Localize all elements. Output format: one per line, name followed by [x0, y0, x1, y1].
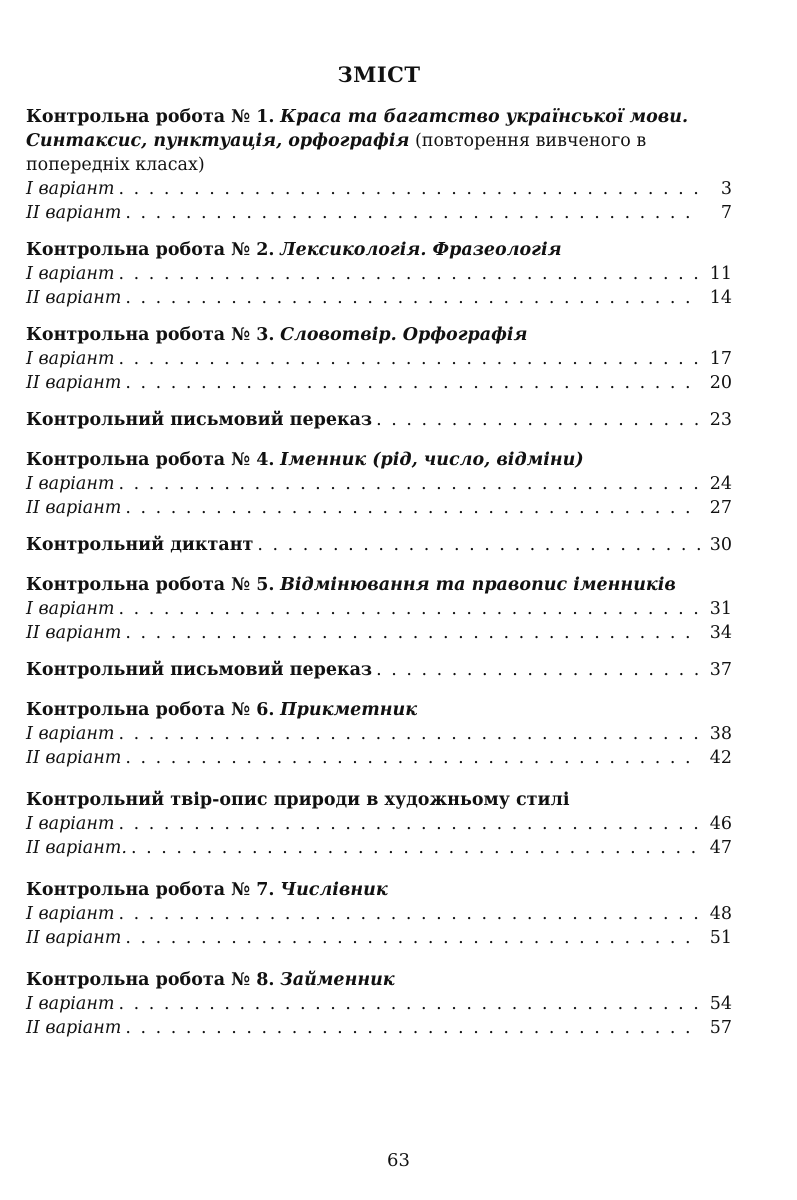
leader-dots [125, 1016, 700, 1040]
section-heading [26, 238, 732, 262]
page-ref: 57 [709, 1018, 732, 1038]
toc-section-kr8 [26, 968, 732, 1040]
toc-section-tvir [26, 788, 732, 860]
section-heading [26, 878, 732, 902]
leader-dots [131, 836, 700, 860]
section-heading [26, 698, 732, 722]
page-ref: 47 [709, 838, 732, 858]
page-number: 63 [387, 1150, 410, 1171]
section-topic: Іменник (рід, число, відміни) [280, 450, 584, 470]
entry-label: ІІ варіант [26, 623, 122, 643]
toc-section-kr4 [26, 448, 732, 520]
entry-label: ІІ варіант [26, 1018, 122, 1038]
section-lead: Контрольна робота № 7. [26, 880, 275, 900]
page-ref: 27 [709, 498, 732, 518]
entry-label: ІІ варіант [26, 373, 122, 393]
section-topic: Прикметник [280, 700, 418, 720]
toc-entry-perekaz-1[interactable] [26, 408, 732, 432]
entry-label: ІІ варіант [26, 288, 122, 308]
page-ref: 38 [709, 724, 732, 744]
page-ref: 23 [709, 410, 732, 430]
entry-label: І варіант [26, 814, 115, 834]
toc-entry[interactable] [26, 836, 732, 860]
leader-dots [118, 902, 700, 926]
section-topic: Лексикологія. Фразеологія [280, 240, 562, 260]
leader-dots [257, 533, 700, 557]
toc-entry[interactable] [26, 262, 732, 286]
toc-entry[interactable] [26, 992, 732, 1016]
leader-dots [376, 408, 700, 432]
entry-label: ІІ варіант [26, 928, 122, 948]
page-ref: 54 [709, 994, 732, 1014]
leader-dots [376, 658, 700, 682]
toc-entry[interactable] [26, 926, 732, 950]
leader-dots [125, 286, 700, 310]
page-title: ЗМІСТ [337, 62, 421, 87]
leader-dots [118, 472, 700, 496]
section-lead: Контрольний твір-опис природи в художньому стилі [26, 790, 570, 810]
page-ref: 17 [709, 349, 732, 369]
toc-entry[interactable] [26, 621, 732, 645]
toc-section-kr5 [26, 573, 732, 645]
entry-label: ІІ варіант [26, 498, 122, 518]
section-lead: Контрольна робота № 3. [26, 325, 275, 345]
page-ref: 31 [709, 599, 732, 619]
toc-entry[interactable] [26, 286, 732, 310]
section-topic: Краса та багатство української мови. Синтаксис, пунктуація, орфографія [26, 107, 689, 151]
leader-dots [118, 992, 700, 1016]
toc-entry[interactable] [26, 177, 732, 201]
entry-label: І варіант [26, 474, 115, 494]
entry-label: І варіант [26, 904, 115, 924]
section-topic: Числівник [280, 880, 388, 900]
toc-section-kr3 [26, 323, 732, 395]
leader-dots [125, 201, 700, 225]
page-ref: 34 [709, 623, 732, 643]
section-heading [26, 323, 732, 347]
section-lead: Контрольна робота № 5. [26, 575, 275, 595]
entry-label: І варіант [26, 179, 115, 199]
leader-dots [118, 177, 700, 201]
section-lead: Контрольна робота № 1. [26, 107, 275, 127]
entry-label: Контрольний диктант [26, 535, 254, 555]
leader-dots [125, 496, 700, 520]
page-ref: 14 [709, 288, 732, 308]
entry-label: ІІ варіант. [26, 838, 127, 858]
section-topic: Відмінювання та правопис іменників [280, 575, 676, 595]
section-topic: Словотвір. Орфографія [280, 325, 528, 345]
leader-dots [125, 926, 700, 950]
entry-label: І варіант [26, 349, 115, 369]
section-lead: Контрольна робота № 6. [26, 700, 275, 720]
section-lead: Контрольна робота № 8. [26, 970, 275, 990]
entry-label: ІІ варіант [26, 748, 122, 768]
toc-section-kr2 [26, 238, 732, 310]
toc-entry[interactable] [26, 371, 732, 395]
leader-dots [118, 262, 700, 286]
leader-dots [118, 597, 700, 621]
page-ref: 20 [709, 373, 732, 393]
toc-entry[interactable] [26, 812, 732, 836]
page-ref: 48 [709, 904, 732, 924]
toc-section-kr1 [26, 105, 732, 225]
page-ref: 42 [709, 748, 732, 768]
toc-entry[interactable] [26, 722, 732, 746]
page-ref: 7 [720, 203, 732, 223]
section-lead: Контрольна робота № 4. [26, 450, 275, 470]
toc-entry[interactable] [26, 347, 732, 371]
entry-label: І варіант [26, 724, 115, 744]
leader-dots [125, 621, 700, 645]
leader-dots [125, 746, 700, 770]
section-note: (повторення вивченого в попередніх класах) [26, 131, 647, 175]
toc-section-kr6 [26, 698, 732, 770]
section-heading [26, 968, 732, 992]
table-of-contents [26, 62, 732, 1053]
toc-entry[interactable] [26, 472, 732, 496]
toc-entry[interactable] [26, 597, 732, 621]
leader-dots [118, 722, 700, 746]
toc-entry[interactable] [26, 496, 732, 520]
page-ref: 3 [720, 179, 732, 199]
section-heading [26, 105, 732, 177]
entry-label: ІІ варіант [26, 203, 122, 223]
section-heading [26, 788, 732, 812]
leader-dots [118, 347, 700, 371]
leader-dots [125, 371, 700, 395]
page-ref: 51 [709, 928, 732, 948]
section-heading [26, 448, 732, 472]
toc-section-kr7 [26, 878, 732, 950]
page-ref: 30 [709, 535, 732, 555]
page-ref: 37 [709, 660, 732, 680]
toc-entry[interactable] [26, 902, 732, 926]
leader-dots [118, 812, 700, 836]
section-lead: Контрольна робота № 2. [26, 240, 275, 260]
toc-entry-perekaz-2[interactable] [26, 658, 732, 682]
section-heading [26, 573, 732, 597]
section-topic: Займенник [280, 970, 395, 990]
page-ref: 24 [709, 474, 732, 494]
entry-label: І варіант [26, 599, 115, 619]
entry-label: І варіант [26, 264, 115, 284]
page-ref: 11 [709, 264, 732, 284]
page-ref: 46 [709, 814, 732, 834]
toc-entry-dyktant[interactable] [26, 533, 732, 557]
toc-entry[interactable] [26, 746, 732, 770]
entry-label: Контрольний письмовий переказ [26, 410, 373, 430]
entry-label: Контрольний письмовий переказ [26, 660, 373, 680]
entry-label: І варіант [26, 994, 115, 1014]
toc-entry[interactable] [26, 1016, 732, 1040]
toc-entry[interactable] [26, 201, 732, 225]
